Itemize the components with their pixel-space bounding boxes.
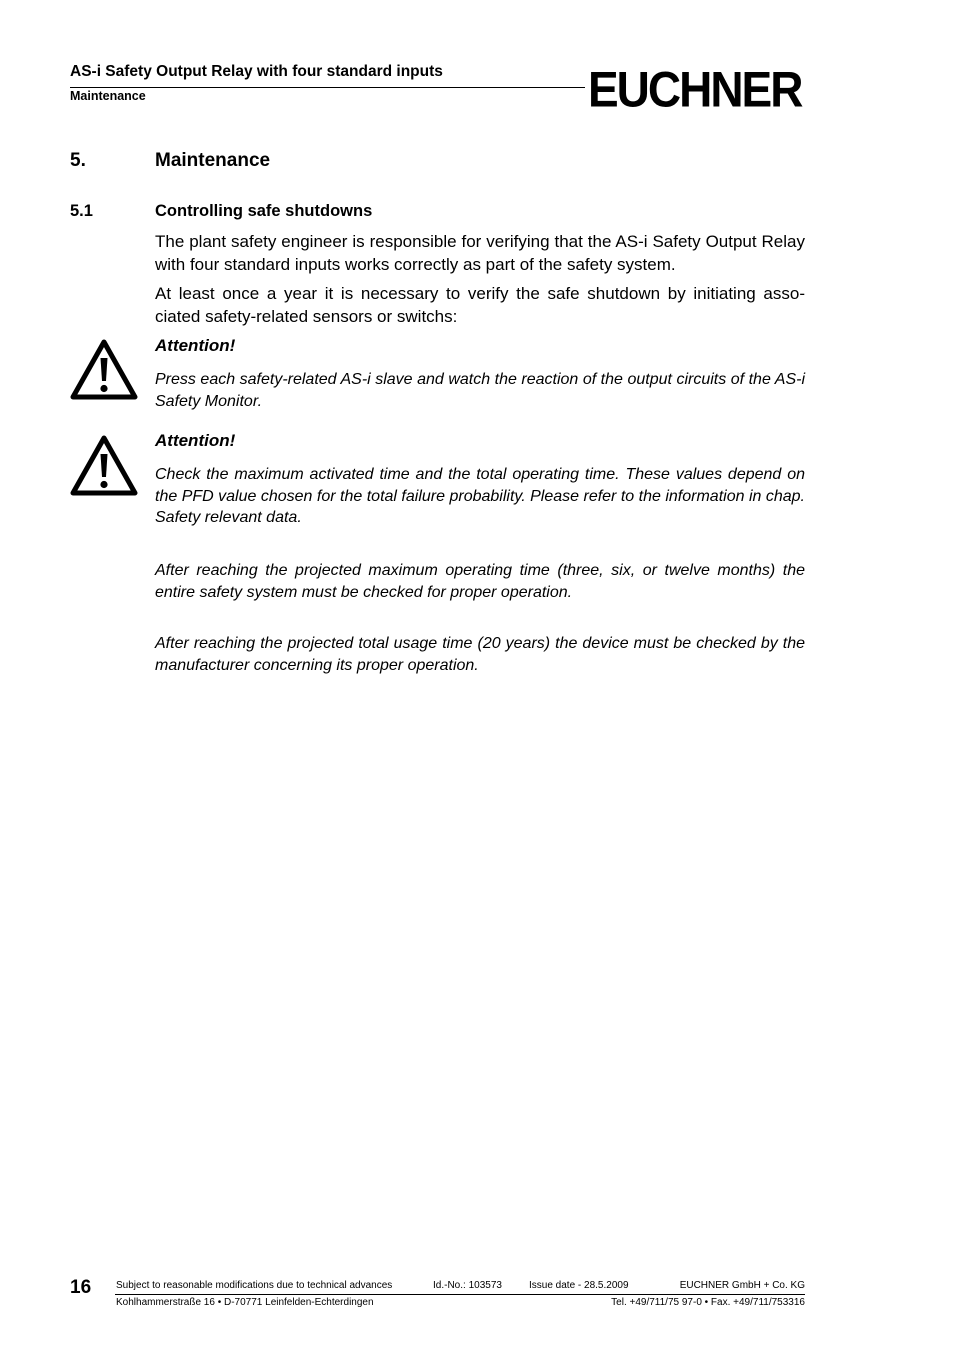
header-rule [70,87,585,88]
footer-contact: Tel. +49/711/75 97-0 • Fax. +49/711/753316 [611,1297,805,1308]
paragraph: The plant safety engineer is responsible for verifying that the AS-i Safety Output Relay with four standard inputs works correctly as part of the safety system. [155,232,805,274]
euchner-logo: EUCHNER [588,61,802,118]
footer-company: EUCHNER GmbH + Co. KG [679,1280,805,1291]
attention-text: Press each safety-related AS-i slave and watch the reaction of the output circuits of the AS-i Safety Monitor. [155,371,805,410]
footer-address: Kohlhammerstraße 16 • D-70771 Leinfelden-Echterdingen [116,1297,374,1308]
subheading-title: Controlling safe shutdowns [155,202,373,220]
paragraph: At least once a year it is necessary to verify the safe shutdown by initiating asso-ciated safety-related sensors or switchs: [155,284,805,326]
footer-id-number: Id.-No.: 103573 [433,1280,502,1291]
attention-note: After reaching the projected total usage time (20 years) the device must be checked by the manufacturer concerning its proper operation. [155,635,805,674]
attention-text: Check the maximum activated time and the total operating time. These values depend on the PFD value chosen for the total failure probability. Please refer to the information in chap. Safety relevant data. [155,466,805,526]
heading-number: 5. [70,150,86,171]
attention-title: Attention! [155,431,236,450]
warning-triangle-icon [70,434,138,496]
page-number: 16 [70,1277,92,1298]
attention-title: Attention! [155,336,236,355]
document-section: Maintenance [70,89,146,103]
footer-disclaimer: Subject to reasonable modifications due to technical advances [116,1280,393,1291]
footer-rule [115,1294,805,1295]
heading-title: Maintenance [155,150,271,171]
warning-triangle-icon [70,338,138,400]
subheading-number: 5.1 [70,202,93,220]
footer-issue-date: Issue date - 28.5.2009 [529,1280,629,1291]
attention-note: After reaching the projected maximum operating time (three, six, or twelve months) the entire safety system must be checked for proper operation. [155,562,805,601]
document-title: AS-i Safety Output Relay with four standard inputs [70,63,443,80]
